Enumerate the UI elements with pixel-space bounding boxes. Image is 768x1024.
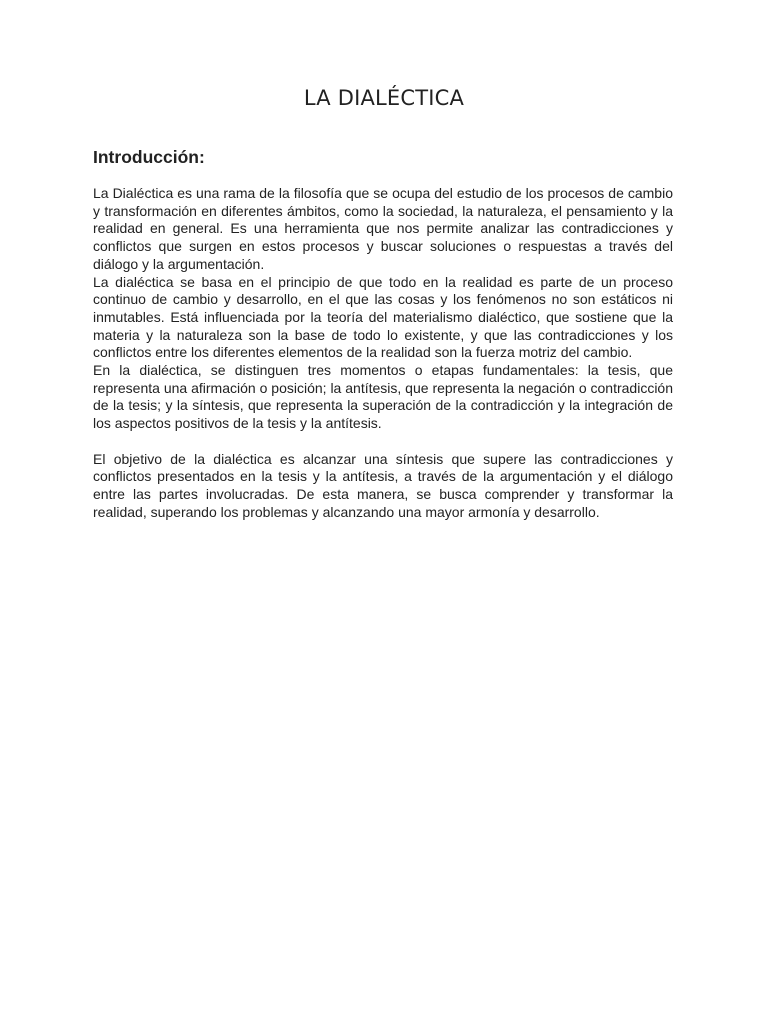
section-heading-introduccion: Introducción: bbox=[93, 147, 205, 167]
page-title: LA DIALÉCTICA bbox=[303, 86, 465, 110]
paragraph-3: En la dialéctica, se distinguen tres momentos o etapas fundamentales: la tesis, que representa una afirmación o posición; la antítesis, que representa la negación o contradicción de la tesis; y la síntesis, que representa la superación de la contradicción y la integración de los aspectos positivos de la tesis y la antítesis. bbox=[93, 362, 673, 432]
body-text bbox=[93, 185, 673, 521]
paragraph-2: La dialéctica se basa en el principio de que todo en la realidad es parte de un proceso continuo de cambio y desarrollo, en el que las cosas y los fenómenos no son estáticos ni inmutables. Está influenciada por la teoría del materialismo dialéctico, que sostiene que la materia y la naturaleza son la base de todo lo existente, y que las contradicciones y los conflictos entre los diferentes elementos de la realidad son la fuerza motriz del cambio. bbox=[93, 273, 673, 361]
paragraph-4: El objetivo de la dialéctica es alcanzar una síntesis que supere las contradicciones y conflictos presentados en la tesis y la antítesis, a través de la argumentación y el diálogo entre las partes involucradas. De esta manera, se busca comprender y transformar la realidad, superando los problemas y alcanzando una mayor armonía y desarrollo. bbox=[93, 450, 673, 520]
paragraph-1: La Dialéctica es una rama de la filosofía que se ocupa del estudio de los procesos de cambio y transformación en diferentes ámbitos, como la sociedad, la naturaleza, el pensamiento y la realidad en general. Es una herramienta que nos permite analizar las contradicciones y conflictos que surgen en estos procesos y buscar soluciones o respuestas a través del diálogo y la argumentación. bbox=[93, 185, 673, 272]
